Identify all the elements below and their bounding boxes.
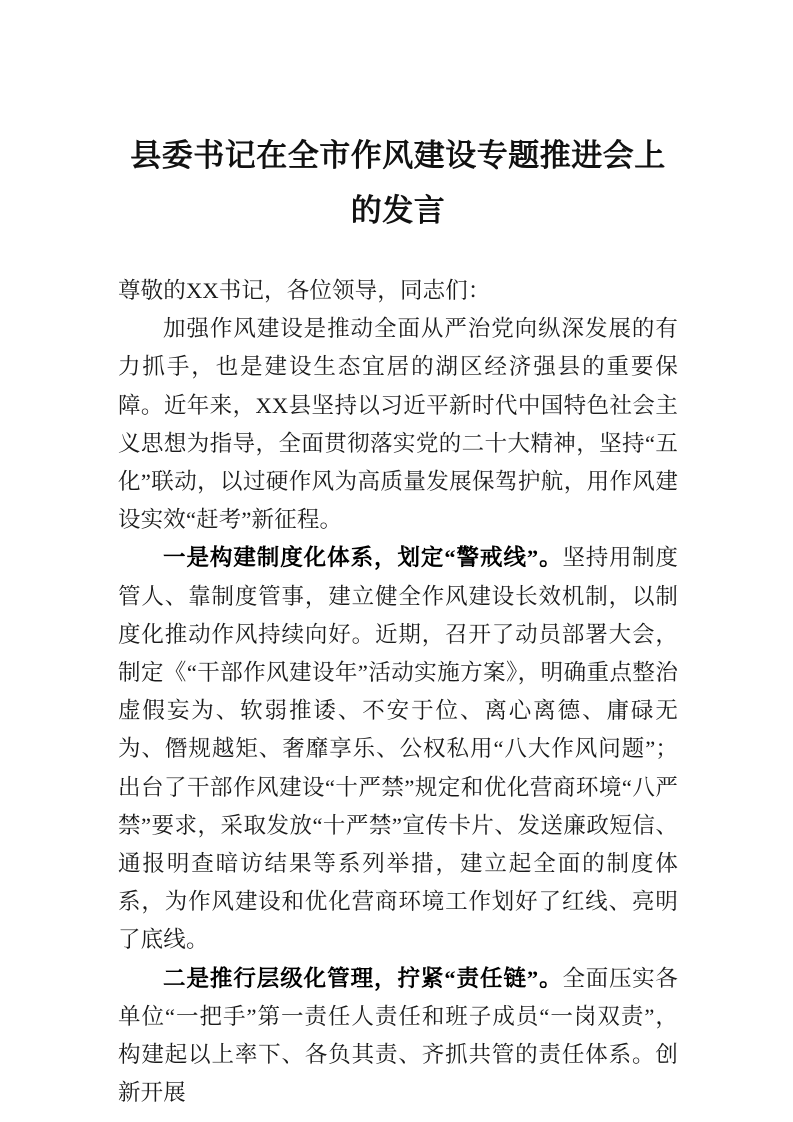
paragraph-opening: 加强作风建设是推动全面从严治党向纵深发展的有力抓手，也是建设生态宜居的湖区经济强县的重要保障。近年来，XX县坚持以习近平新时代中国特色社会主义思想为指导，全面贯彻落实党的二十大精神，坚持“五化”联动，以过硬作风为高质量发展保驾护航，用作风建设实效“赶考”新征程。 [118,316,678,533]
salutation-line: 尊敬的XX书记，各位领导，同志们： [118,278,491,303]
paragraph-point-two-text: 全面压实各单位“一把手”第一责任人责任和班子成员“一岗双责”，构建起以上率下、各负其责、齐抓共管的责任体系。创新开展 [118,965,678,1106]
paragraph-point-one-text: 坚持用制度管人、靠制度管事，建立健全作风建设长效机制，以制度化推动作风持续向好。近期，召开了动员部署大会，制定《“干部作风建设年”活动实施方案》，明确重点整治虚假妄为、软弱推诿、不安于位、离心离德、庸碌无为、僭规越矩、奢靡享乐、公权私用“八大作风问题”；出台了干部作风建设“十严禁”规定和优化营商环境“八严禁”要求，采取发放“十严禁”宣传卡片、发送廉政短信、通报明查暗访结果等系列举措，建立起全面的制度体系，为作风建设和优化营商环境工作划好了红线、亮明了底线。 [118,545,678,953]
paragraph-point-two [118,960,678,1113]
document-body [118,272,678,1112]
paragraph-point-one [118,539,678,959]
paragraph-point-two-lead: 二是推行层级化管理，拧紧“责任链”。 [163,965,563,991]
paragraph-point-one-lead: 一是构建制度化体系，划定“警戒线”。 [163,545,563,571]
page-title: 县委书记在全市作风建设专题推进会上的发言 [130,138,666,228]
